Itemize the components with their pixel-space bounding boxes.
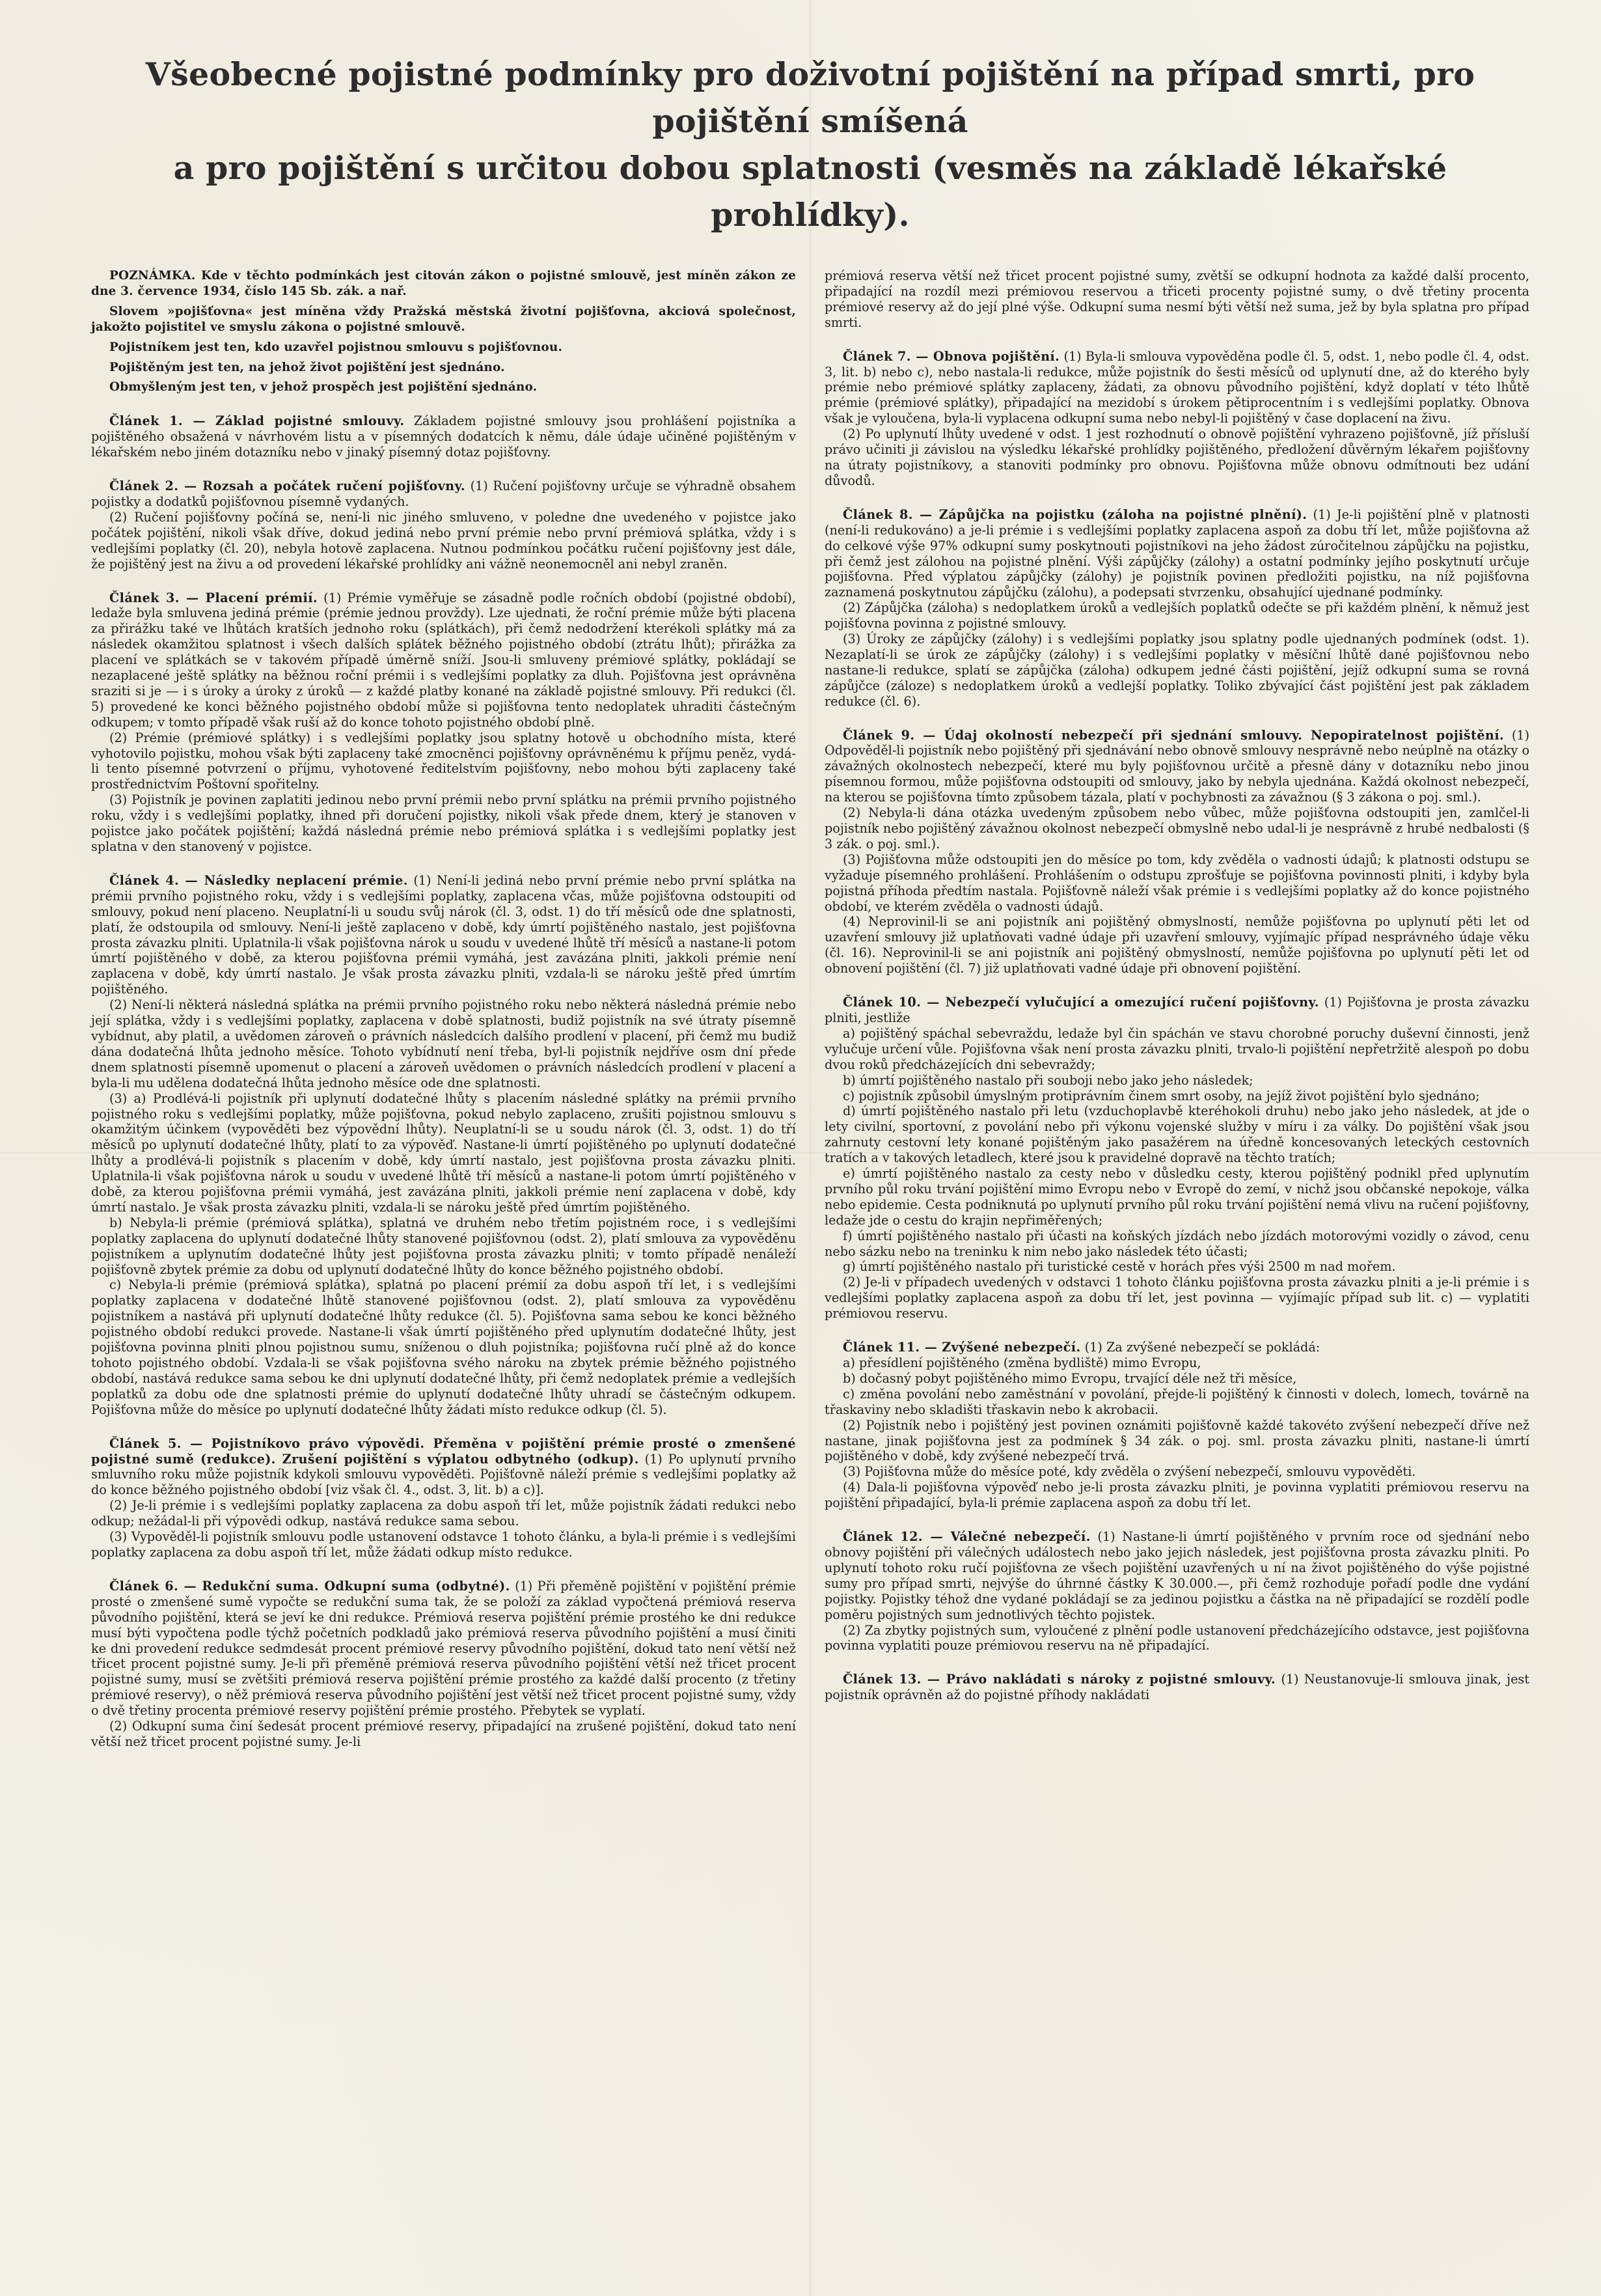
article [91,1579,796,1750]
article-text: (1) Ručení pojišťovny určuje se výhradně obsahem pojistky a dodatků pojišťovnou písemně vydaných. [91,478,797,509]
article [825,349,1529,489]
article-paragraph [825,1026,1529,1073]
article-paragraph [825,600,1529,631]
article-text: c) změna povolání nebo zaměstnání v povolání, přejde-li pojištěný k činnosti v dolech, lomech, továrně na třaskaviny nebo skladišti třaskavin nebo k akrobacii. [825,1386,1529,1417]
article-text: (2) Pojistník nebo i pojištěný jest povinen oznámiti pojišťovně každé takovéto zvýšení nebezpečí dříve než nastane, jinak pojišťovna jest za podmínek § 34 zák. o poj. sml. prosta závazku plniti, nastane-li úmrtí pojištěného v době, kdy zvýšené nebezpečí trvá. [825,1417,1529,1464]
note-paragraph: Obmyšleným jest ten, v jehož prospěch jest pojištění sjednáno. [109,380,538,394]
note-section [91,268,796,395]
article-paragraph [825,631,1529,710]
article [825,1340,1529,1511]
article-paragraph [825,914,1529,976]
article-heading: Článek 6. — Redukční suma. Odkupní suma (odbytné). [109,1578,510,1594]
article-paragraph [91,1719,796,1750]
article-text: (1) Nastane-li úmrtí pojištěného v prvním roce od sjednání nebo obnovy pojištění při válečných událostech nebo jako jejich následek, jest pojišťovna prosta závazku plniti. Po uplynutí tohoto roku ručí pojišťovna ze všech pojištění uzavřených u ní na život pojištěného do výše pojistné sumy pro případ smrti, nejvýše do úhrnné částky K 30.000.—, při čemž rozhoduje pořadí podle dne vydání pojistky. Pojistky téhož dne vydané pokládají se za jedinou pojistku a částka na ně připadající se rozdělí podle poměru pojistných sum jednotlivých těchto pojistek. [825,1529,1530,1622]
article-paragraph [825,507,1529,600]
article-paragraph [825,995,1529,1026]
article-text: (1) Po uplynutí prvního smluvního roku může pojistník kdykoli smlouvu vypověděti. Pojišťovně náleží prémie s vedlejšími poplatky až do konce běžného pojistného období [viz však čl. 4., odst. 3, lit. b) a c)]. [91,1451,796,1498]
article-text: (3) a) Prodlévá-li pojistník při uplynutí dodatečné lhůty s placením následné splátky na prémii prvního pojistného roku s vedlejšími poplatky, může pojišťovna, pokud nebylo zaplaceno, zrušiti pojistnou smlouvu s okamžitým účinkem (vypověděti bez výpovědní lhůty). Neuplatní-li se u soudu nárok (čl. 3, odst. 1) do tří měsíců po uplynutí dodatečné lhůty, platí to za výpověď. Nastane-li úmrtí pojištěného po uplynutí dodatečné lhůty a prodlévá-li pojistník s placením v době, kdy úmrtí nastalo, jest pojišťovna prosta závazku plniti. Uplatnila-li však pojišťovna nárok u soudu v uvedené lhůtě tří měsíců a nastane-li potom úmrtí pojištěného v době, za kterou pojišťovna prémii vymáhá, jest zavázána plniti, jakkoli prémie není zaplacena v době, kdy úmrtí nastalo. Je však prosta závazku plniti, vzdala-li se nároku ještě před úmrtím pojištěného. [91,1090,796,1215]
article-text: c) Nebyla-li prémie (prémiová splátka), splatná po placení prémií za dobu aspoň tří let, i s vedlejšími poplatky zaplacena v dodatečné lhůtě stanovené pojišťovnou (odst. 2), platí smlouva za vypověděnu pojistníkem a nastává při uplynutí dodatečné lhůty redukce (čl. 5). Pojišťovna sama sebou ke konci běžného pojistného období redukci provede. Nastane-li však úmrtí pojištěného před uplynutím dodatečné lhůty, jest pojišťovna povinna plniti plnou pojistnou sumu, sníženou o dluh pojistníka; pojišťovna ručí plně až do konce tohoto pojistného období. Vzdala-li se však pojišťovna svého nároku na zbytek prémie běžného pojistného období, nastává redukce sama sebou ke dni uplynutí dodatečné lhůty, při čemž nedoplatek prémie a vedlejších poplatků za dobu ode dne splatnosti prémie do uplynutí dodatečné lhůty uhradí se částečným odkupem. Pojišťovna může do měsíce po uplynutí dodatečné lhůty žádati místo redukce odkup (čl. 5). [91,1277,796,1417]
article-text: d) úmrtí pojištěného nastalo při letu (vzduchoplavbě kteréhokoli druhu) nebo jako jeho následek, at jde o lety civilní, sportovní, z povolání nebo při výkonu vojenské služby v míru i za války. Do pojištění však jsou zahrnuty cestovní lety konané pojištěným jako pasažérem na úředně koncesovaných leteckých cestovních tratích a v takových letadlech, které jsou k pravidelné dopravě na těchto tratích; [825,1103,1529,1166]
note-paragraph: Slovem »pojišťovna« jest míněna vždy Pražská městská životní pojišťovna, akciová společnost, jakožto pojistitel ve smyslu zákona o pojistné smlouvě. [91,304,796,334]
article-text: (3) Pojišťovna může do měsíce poté, kdy zvěděla o zvýšení nebezpečí, smlouvu vypověděti. [843,1464,1416,1480]
article-text: (2) Prémie (prémiové splátky) i s vedlejšími poplatky jsou splatny hotově u obchodního místa, které vyhotovilo pojistku, mohou však býti zaplaceny také zmocněnci pojišťovny oprávněnému k příjmu peněz, vydá-li tento písemné potvrzení o příjmu, vyhotovené ředitelstvím pojišťovny, nebo mohou býti zaplaceny také prostřednictvím Poštovní spořitelny. [91,730,796,792]
article-paragraph [91,590,796,730]
article-text: (2) Nebyla-li dána otázka uvedeným způsobem nebo vůbec, může pojišťovna odstoupiti jen, zamlčel-li pojistník nebo pojištěný závažnou okolnost nebezpečí obmyslně nebo udal-li je nesprávně z hrubé nedbalosti (§ 3 zák. o poj. sml.). [825,805,1529,851]
article-text: (3) Vypověděl-li pojistník smlouvu podle ustanovení odstavce 1 tohoto článku, a byla-li prémie i s vedlejšími poplatky zaplacena za dobu aspoň tří let, může žádati odkup místo redukce. [91,1529,796,1560]
paper-fold-vertical [810,0,811,2296]
article-heading: Článek 4. — Následky neplacení prémie. [109,872,408,888]
article [825,268,1529,331]
article-text: (1) Prémie vyměřuje se zásadně podle ročních období (pojistné období), ledaže byla smluvena jediná prémie (prémie jednou provždy). Lze ujednati, že roční prémie může býti placena za přirážku také ve lhůtách kratších jednoho roku (splátkách), při čemž nedodržení kterékoli splátky má za následek okamžitou splatnost i všech dalších splátek běžného pojistného období (ztrátu lhůt); přirážka za placení ve splátkách se v takovém případě úměrně sníží. Jsou-li smluveny prémiové splátky, pokládají se nezaplacené ještě splátky na běžnou roční prémii i s vedlejšími poplatky za dluh. Pojišťovna jest oprávněna sraziti si je — i s úroky a úroky z úroků — z každé platby konané na základě pojistné smlouvy. Při redukci (čl. 5) provedené ke konci běžného pojistného období může si pojišťovna tento nedoplatek uhraditi částečným odkupem; v tomto případě však ruší až do konce tohoto pojistného období plně. [91,590,796,730]
article [91,1436,796,1560]
article-paragraph [91,1277,796,1417]
article-text: prémiová reserva větší než třicet procent pojistné sumy, zvětší se odkupní hodnota za každé další procento, připadající na rozdíl mezi prémiovou reservou a třiceti procenty pojistné sumy, o dvě třetiny procenta prémiové reservy až do její plné výše. Odkupní suma nesmí býti větší než suma, jež by byla splatna pro případ smrti. [825,268,1529,330]
article-paragraph [825,1672,1529,1703]
article-paragraph [91,478,796,510]
article-text: e) úmrtí pojištěného nastalo za cesty nebo v důsledku cesty, kterou pojištěný podnikl před uplynutím prvního půl roku trvání pojištění mimo Evropu nebo v Evropě do zemí, v nichž jsou občanské nepokoje, válka nebo epidemie. Cesta podniknutá po uplynutí prvního půl roku trvání pojištění nemá vlivu na ručení pojišťovny, ledaže jde o cestu do krajin nepřiměřených; [825,1166,1529,1228]
article-paragraph [825,1418,1529,1465]
article-text: (2) Není-li některá následná splátka na prémii prvního pojistného roku nebo některá následná prémie nebo její splátka, vždy i s vedlejšími poplatky, zaplacena v době splatnosti, budiž pojistník na své útraty písemně vybídnut, aby platil, a uvědomen zároveň o právních následcích dalšího prodlení v placení, při čemž mu budiž dána dodatečná lhůta jednoho měsíce. Tohoto vybídnutí není třeba, byl-li pojistník nejdříve osm dní přede dnem splatnosti písemně upomenut o placení a zároveň uvědomen o právních následcích prodlení v placení a byla-li mu udělena dodatečná lhůta jednoho měsíce ode dne splatnosti. [91,997,796,1090]
article [91,590,796,855]
article-paragraph [91,873,796,997]
article-text: (3) Pojistník je povinen zaplatiti jedinou nebo první prémii nebo první splátku na prémii prvního pojistného roku, vždy i s vedlejšími poplatky, ihned při doručení pojistky, nikoli však přede dnem, který je stanoven v pojistce jako počátek pojištění; každá následná prémie nebo prémiová splátka i s vedlejšími poplatky jest splatna v den stanovený v pojistce. [91,792,796,854]
article-heading: Článek 1. — Základ pojistné smlouvy. [109,413,405,429]
article-heading: Článek 13. — Právo nakládati s nároky z pojistné smlouvy. [843,1672,1276,1687]
article-text: a) pojištěný spáchal sebevraždu, ledaže byl čin spáchán ve stavu chorobné poruchy duševní činnosti, jenž vylučuje určení vůle. Pojišťovna však není prosta závazku plniti, trvalo-li pojištění nepřetržitě alespoň po dobu dvou roků předcházejících dni sebevraždy; [825,1025,1529,1072]
article-paragraph [825,1371,1529,1387]
article [825,995,1529,1321]
article-text: (1) Není-li jediná nebo první prémie nebo první splátka na prémii prvního pojistného roku, vždy i s vedlejšími poplatky, zaplacena včas, může pojišťovna odstoupiti od smlouvy, pokud není placeno. Neuplatní-li u soudu svůj nárok (čl. 3, odst. 1) do tří měsíců ode dne splatnosti, platí, že odstoupila od smlouvy. Není-li ještě zaplaceno v době, kdy úmrtí pojištěného nastalo, jest pojišťovna prosta závazku plniti. Uplatnila-li však pojišťovna nárok u soudu v uvedené lhůtě tří měsíců a nastane-li potom úmrtí pojištěného v době, za kterou pojišťovna prémii vymáhá, jest zavázána plniti, jakkoli prémie není zaplacena v době, kdy úmrtí nastalo. Je však prosta závazku plniti, vzdala-li se nároku ještě před úmrtím pojištěného. [91,872,796,997]
article-text: (1) Je-li pojištění plně v platnosti (není-li redukováno) a je-li prémie i s vedlejšími poplatky zaplacena aspoň za dobu tří let, může pojišťovna až do celkové výše 97% odkupní sumy poskytnouti pojistníkovi na jeho žádost zúročitelnou zápůjčku na pojistku, při čemž jest zálohou na pojistné plnění. Výši zápůjčky (zálohy) a ostatní podmínky jejího poskytnutí určuje pojišťovna. Před výplatou zápůjčky (zálohy) je pojistník povinen předložiti pojistku, na níž pojišťovna zaznamená poskytnutou zápůjčku (zálohu), a podepsati stvrzenku, obsahující ujednané podmínky. [825,506,1529,600]
article-text: g) úmrtí pojištěného nastalo při turistické cestě v horách přes výši 2500 m nad mořem. [843,1259,1396,1275]
article-text: (4) Neprovinil-li se ani pojistník ani pojištěný obmyslností, nemůže pojišťovna po uplynutí pěti let od uzavření smlouvy již uplatňovati vadné údaje při uzavření smlouvy, vyjímajíc případ nesprávného údaje věku (čl. 16). Neprovinil-li se ani pojistník ani pojištěný obmyslností, nemůže pojišťovna po uplynutí pěti let od obnovení pojištění (čl. 7) již uplatňovati vadné údaje při obnovení pojištění. [825,914,1529,976]
article-text: (2) Je-li prémie i s vedlejšími poplatky zaplacena za dobu aspoň tří let, může pojistník žádati redukci nebo odkup; nežádal-li při výpovědi odkup, nastává redukce sama sebou. [91,1498,796,1529]
article-paragraph [825,1623,1529,1654]
article [825,728,1529,977]
article-text: Základem pojistné smlouvy jsou prohlášení pojistníka a pojištěného obsažená v návrhovém listu a v písemných dodatcích k němu, dále údaje učiněné pojištěným v lékařském nebo jiném dotazníku nebo v jinaký písemný dotaz pojišťovny. [91,413,796,460]
note-paragraph: POZNÁMKA. Kde v těchto podmínkách jest citován zákon o pojistné smlouvě, jest míněn zákon ze dne 3. července 1934, číslo 145 Sb. zák. a nař. [91,269,796,298]
title-line-2: a pro pojištění s určitou dobou splatnosti (vesměs na základě lékařské prohlídky). [173,149,1447,234]
article-text: b) Nebyla-li prémie (prémiová splátka), splatná ve druhém nebo třetím pojistném roce, i s vedlejšími poplatky zaplacena do uplynutí dodatečné lhůty stanovené pojišťovnou (odst. 2), platí smlouva za vypověděnu pojistníkem a uplynutím dodatečné lhůty jest pojišťovna prosta závazku plniti; v tomto případě nenáleží pojišťovně zbytek prémie za dobu od uplynutí dodatečné lhůty do konce běžného pojistného období. [91,1215,796,1277]
article-paragraph [825,1259,1529,1275]
article [825,1529,1529,1653]
article-paragraph [825,1480,1529,1511]
article-text: c) pojistník způsobil úmyslným protiprávním činem smrt osoby, na jejíž život pojištění bylo sjednáno; [843,1088,1480,1103]
right-column [825,268,1529,1750]
article-heading: Článek 11. — Zvýšené nebezpečí. [843,1340,1081,1355]
article-paragraph [825,1355,1529,1371]
article-text: a) přesídlení pojištěného (změna bydliště) mimo Evropu, [843,1355,1201,1370]
article-paragraph [825,349,1529,427]
article-text: f) úmrtí pojištěného nastalo při účasti na koňských jízdách nebo jízdách motorovými vozidly o závod, cenu nebo sázku nebo na treninku k nim nebo jako následek této účasti; [825,1228,1529,1259]
article-paragraph [91,1579,796,1719]
article-text: (1) Za zvýšené nebezpečí se pokládá: [1084,1340,1320,1355]
article [825,1672,1529,1703]
article-heading: Článek 2. — Rozsah a počátek ručení pojišťovny. [109,478,465,494]
article-text: (1) Pojišťovna je prosta závazku plniti, jestliže [825,995,1529,1025]
article-heading: Článek 7. — Obnova pojištění. [843,348,1060,364]
article-text: (2) Odkupní suma činí šedesát procent prémiové reservy, připadající na zrušené pojištění, dokud tato není větší než třicet procent pojistné sumy. Je-li [91,1719,796,1749]
note-paragraph: Pojistníkem jest ten, kdo uzavřel pojistnou smlouvu s pojišťovnou. [109,340,563,354]
article-text: (2) Za zbytky pojistných sum, vyloučené z plnění podle ustanovení předcházejícího odstavce, jest pojišťovna povinna vyplatiti pouze prémiovou reservu na ně připadající. [825,1622,1529,1653]
article-heading: Článek 12. — Válečné nebezpečí. [843,1529,1091,1545]
article-text: (2) Je-li v případech uvedených v odstavci 1 tohoto článku pojišťovna prosta závazku plniti a je-li prémie i s vedlejšími poplatky zaplacena aspoň za dobu tří let, jest povinna — vyjímajíc případ sub lit. c) — vyplatiti prémiovou reservu. [825,1275,1529,1321]
article-paragraph [825,268,1529,331]
article-text: (3) Pojišťovna může odstoupiti jen do měsíce po tom, kdy zvěděla o vadnosti údajů; k platnosti odstupu se vyžaduje písemného prohlášení. Prohlášením o odstupu zprošťuje se pojišťovna povinnosti plniti, i kdyby byla pojistná příhoda předtím nastala. Pojišťovně náleží však prémie i s vedlejšími poplatky až do konce pojistného období, ve kterém zvěděla o vadnosti údajů. [825,851,1529,914]
article-paragraph [825,1073,1529,1088]
article-heading: Článek 8. — Zápůjčka na pojistku (záloha na pojistné plnění). [843,506,1307,522]
article-heading: Článek 5. — Pojistníkovo právo výpovědi. Přeměna v pojištění prémie prosté o zmenšené pojistné sumě (redukce). Zrušení pojištění s výplatou odbytného (odkup). [91,1435,796,1467]
article-heading: Článek 3. — Placení prémií. [109,590,318,605]
article-heading: Článek 10. — Nebezpečí vylučující a omezující ručení pojišťovny. [843,995,1319,1010]
article-paragraph [825,805,1529,852]
article-paragraph [91,730,796,793]
article-paragraph [825,1088,1529,1104]
article-paragraph [825,1464,1529,1480]
article-paragraph [825,1275,1529,1321]
article-text: (1) Při přeměně pojištění v pojištění prémie prosté o zmenšené sumě vypočte se redukční suma tak, že se položí za základ vypočtená prémiová reserva původního pojištění, která se jeví ke dni redukce. Prémiová reserva pojištění prémie prostého ke dni redukce musí býti vypočtena podle týchž početních podkladů jako prémiová reserva původního pojištění a musí činiti ke dni provedení redukce sedmdesát procent prémiové reservy původního pojištění, dokud tato není větší než třicet procent pojistné sumy. Je-li při přeměně prémiová reserva původního pojištění větší než třicet procent pojistné sumy, musí se zvětšiti prémiová reserva pojištění prémie prostého za každé další procento (z třetiny prémiové reservy), o něž prémiová reserva původního pojištění jest větší než třicet procent pojistné sumy, vždy o dvě třetiny procenta prémiové reservy pojištění prémie prostého. Přebytek se vyplatí. [91,1578,796,1719]
article-paragraph [825,852,1529,915]
article-paragraph [91,792,796,855]
article-text: b) úmrtí pojištěného nastalo při souboji nebo jako jeho následek; [843,1072,1253,1088]
article-paragraph [825,1228,1529,1260]
article-paragraph [91,413,796,460]
article [91,413,796,460]
article-paragraph [825,728,1529,806]
article-paragraph [91,510,796,572]
article-paragraph [91,1215,796,1278]
article-text: b) dočasný pobyt pojištěného mimo Evropu, trvající déle než tři měsíce, [843,1370,1297,1386]
article-paragraph [91,1436,796,1499]
article-paragraph [825,1166,1529,1228]
article [91,873,796,1418]
left-column [91,268,796,1750]
article [825,507,1529,710]
article-paragraph [825,1387,1529,1418]
article-paragraph [825,1103,1529,1166]
note-paragraph: Pojištěným jest ten, na jehož život pojištění jest sjednáno. [109,360,505,374]
article-paragraph [91,1498,796,1529]
article-text: (1) Byla-li smlouva vypověděna podle čl. 5, odst. 1, nebo podle čl. 4, odst. 3, lit. b) nebo c), nebo nastala-li redukce, může pojistník do šesti měsíců od uplynutí dne, až do kterého byly prémie nebo prémiové splátky zaplaceny, žádati, za obnovu původního pojištění, když doplatí v této lhůtě prémie (prémiové splátky), připadající na mezidobí s úrokem pětiprocentním i s vedlejšími poplatky. Obnova však je vyloučena, byla-li vyplacena odkupní suma nebo nebyl-li pojištěný v čase doplacení na živu. [825,348,1529,426]
paper-fold-horizontal [0,1152,1601,1154]
article-paragraph [91,997,796,1090]
article-text: (1) Neustanovuje-li smlouva jinak, jest pojistník oprávněn až do pojistné příhody nakládati [825,1672,1529,1703]
article-text: (2) Po uplynutí lhůty uvedené v odst. 1 jest rozhodnutí o obnově pojištění vyhrazeno pojišťovně, jíž přísluší právo učiniti ji závislou na výsledku lékařské prohlídky pojištěného, předložení důvěrným lékařem pojišťovny na útraty pojistníkovy, a stanoviti podmínky pro obnovu. Pojišťovna může obnovu odmítnouti bez udání důvodů. [825,426,1529,488]
article-text: (2) Ručení pojišťovny počíná se, není-li nic jiného smluveno, v poledne dne uvedeného v pojistce jako počátek pojištění, nikoli však dříve, dokud jediná nebo první prémie nebo první prémiová splátka, vždy i s vedlejšími poplatky (čl. 20), nebyla hotově zaplacena. Nutnou podmínkou počátku ručení pojišťovny jest dále, že pojištěný jest na živu a od provedení lékařské prohlídky ani vážně neonemocněl ani nebyl zraněn. [91,509,796,572]
article-paragraph [91,1529,796,1560]
article-paragraph [825,1529,1529,1622]
article-paragraph [825,1340,1529,1355]
article-paragraph [825,426,1529,489]
article [91,478,796,572]
article-text: (2) Zápůjčka (záloha) s nedoplatkem úroků a vedlejších poplatků odečte se při každém plnění, k němuž jest pojišťovna povinna z pojistné smlouvy. [825,600,1529,631]
title-line-1: Všeobecné pojistné podmínky pro doživotní pojištění na případ smrti, pro pojištění smíšená [145,55,1475,140]
article-text: (4) Dala-li pojišťovna výpověď nebo je-li prosta závazku plniti, je povinna vyplatiti prémiovou reservu na pojištění připadající, byla-li prémie zaplacena aspoň za dobu tří let. [825,1480,1529,1511]
article-heading: Článek 9. — Údaj okolností nebezpečí při sjednání smlouvy. Nepopiratelnost pojištění. [843,727,1505,743]
article-text: (1) Odpověděl-li pojistník nebo pojištěný při sjednávání nebo obnově smlouvy nesprávně nebo neúplně na otázky o závažných okolnostech nebezpečí, které mu byly pojišťovnou určitě a přesně dány v dotazníku nebo jinou písemnou formou, může pojišťovna odstoupiti od smlouvy, jako by nebyla ujednána. Každá okolnost nebezpečí, na kterou se pojišťovna tímto způsobem tázala, platí v pochybnosti za závažnou (§ 3 zákona o poj. sml.). [825,727,1529,805]
article-text: (3) Úroky ze zápůjčky (zálohy) i s vedlejšími poplatky jsou splatny podle ujednaných podmínek (odst. 1). Nezaplatí-li se úrok ze zápůjčky (zálohy) i s vedlejšími poplatky v měsíční lhůtě dané pojišťovnou nebo nastane-li redukce, splatí se zápůjčka (záloha) odkupem jedné části pojištění, jejíž odkupní suma se rovná zápůjčce (záloze) s nedoplatkem úroků a vedlejší poplatky. Toliko zbývající část pojištění jest pak základem redukce (čl. 6). [825,631,1529,709]
